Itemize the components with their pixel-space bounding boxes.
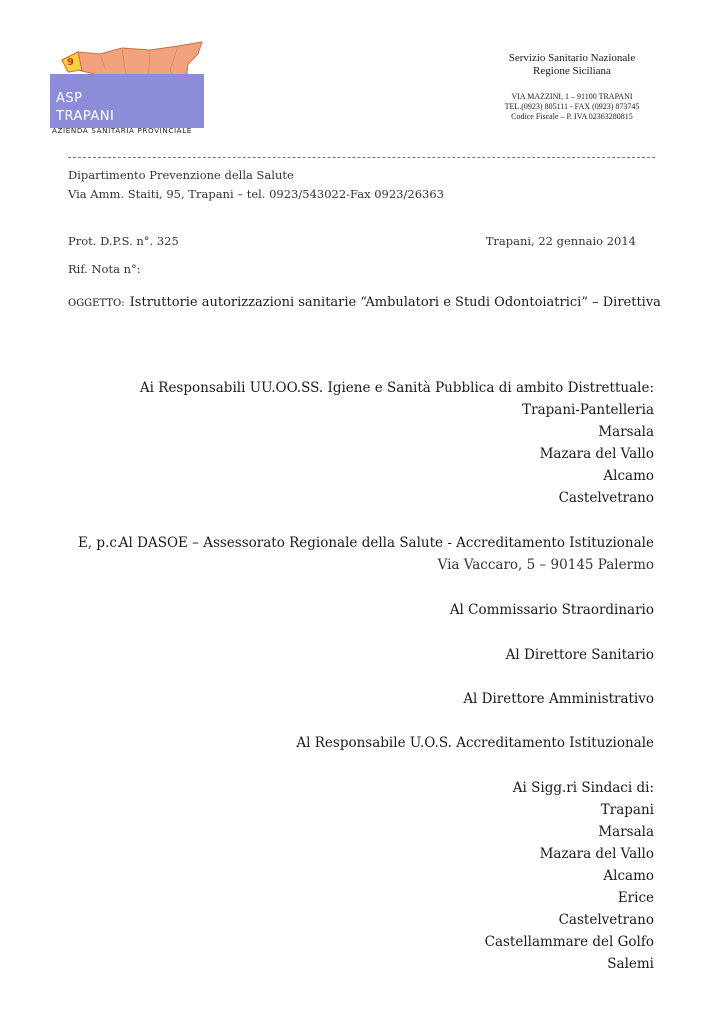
subject-text: Istruttorie autorizzazioni sanitarie “Ambulatori e Studi Odontoiatrici” – Direttiva (129, 295, 661, 310)
comune-item: Castellammare del Golfo (484, 934, 654, 950)
recipient-responsabile-uos: Al Responsabile U.O.S. Accreditamento Istituzionale (296, 735, 654, 751)
reference-note: Rif. Nota n°: (68, 262, 141, 276)
logo-line2: TRAPANI (56, 109, 115, 124)
comune-item: Alcamo (603, 868, 654, 884)
asp-trapani-logo (50, 40, 210, 138)
comune-item: Mazara del Vallo (539, 846, 654, 862)
header-contacts (440, 92, 704, 122)
logo-line1: ASP (56, 91, 83, 106)
district-item: Alcamo (603, 468, 654, 484)
header-line1: Servizio Sanitario Nazionale (508, 52, 636, 64)
recipient-commissario: Al Commissario Straordinario (449, 602, 654, 618)
comune-item: Trapani (600, 802, 654, 818)
district-item: Marsala (598, 424, 654, 440)
logo-badge-number: 9 (67, 57, 74, 68)
recipient-dasoe: Al DASOE – Assessorato Regionale della Salute - Accreditamento Istituzionale (118, 535, 654, 551)
header-phone: TEL.(0923) 805111 - FAX (0923) 873745 (504, 102, 640, 111)
dasoe-address: Via Vaccaro, 5 – 90145 Palermo (437, 557, 654, 573)
header-fiscal: Codice Fiscale – P. IVA 02363280815 (511, 112, 633, 121)
comune-item: Marsala (598, 824, 654, 840)
epc-label: E, p.c. (78, 535, 122, 551)
recipient-direttore-amministrativo: Al Direttore Amministrativo (463, 691, 654, 707)
protocol-number: Prot. D.P.S. n°. 325 (68, 234, 179, 248)
header-institution (440, 52, 704, 78)
comune-item: Erice (617, 890, 654, 906)
document-date: Trapani, 22 gennaio 2014 (485, 234, 636, 248)
recipient-direttore-sanitario: Al Direttore Sanitario (505, 647, 654, 663)
comune-item: Salemi (607, 956, 654, 972)
logo-subtitle: AZIENDA SANITARIA PROVINCIALE (52, 126, 192, 135)
logo-text (56, 90, 114, 126)
subject (68, 291, 661, 310)
subject-label: OGGETTO: (68, 298, 125, 309)
header-divider (68, 157, 655, 158)
header-address: VIA MAZZINI, 1 – 91100 TRAPANI (511, 92, 633, 101)
district-item: Castelvetrano (558, 490, 654, 506)
recipient-sindaci: Ai Sigg.ri Sindaci di: (512, 780, 654, 796)
district-item: Mazara del Vallo (539, 446, 654, 462)
comune-item: Castelvetrano (558, 912, 654, 928)
department-name: Dipartimento Prevenzione della Salute (68, 168, 294, 182)
recipient-responsabili: Ai Responsabili UU.OO.SS. Igiene e Sanità Pubblica di ambito Distrettuale: (139, 380, 654, 396)
header-line2: Regione Siciliana (533, 65, 611, 77)
department-address: Via Amm. Staiti, 95, Trapani – tel. 0923/543022-Fax 0923/26363 (68, 187, 444, 201)
district-item: Trapani-Pantelleria (522, 402, 654, 418)
